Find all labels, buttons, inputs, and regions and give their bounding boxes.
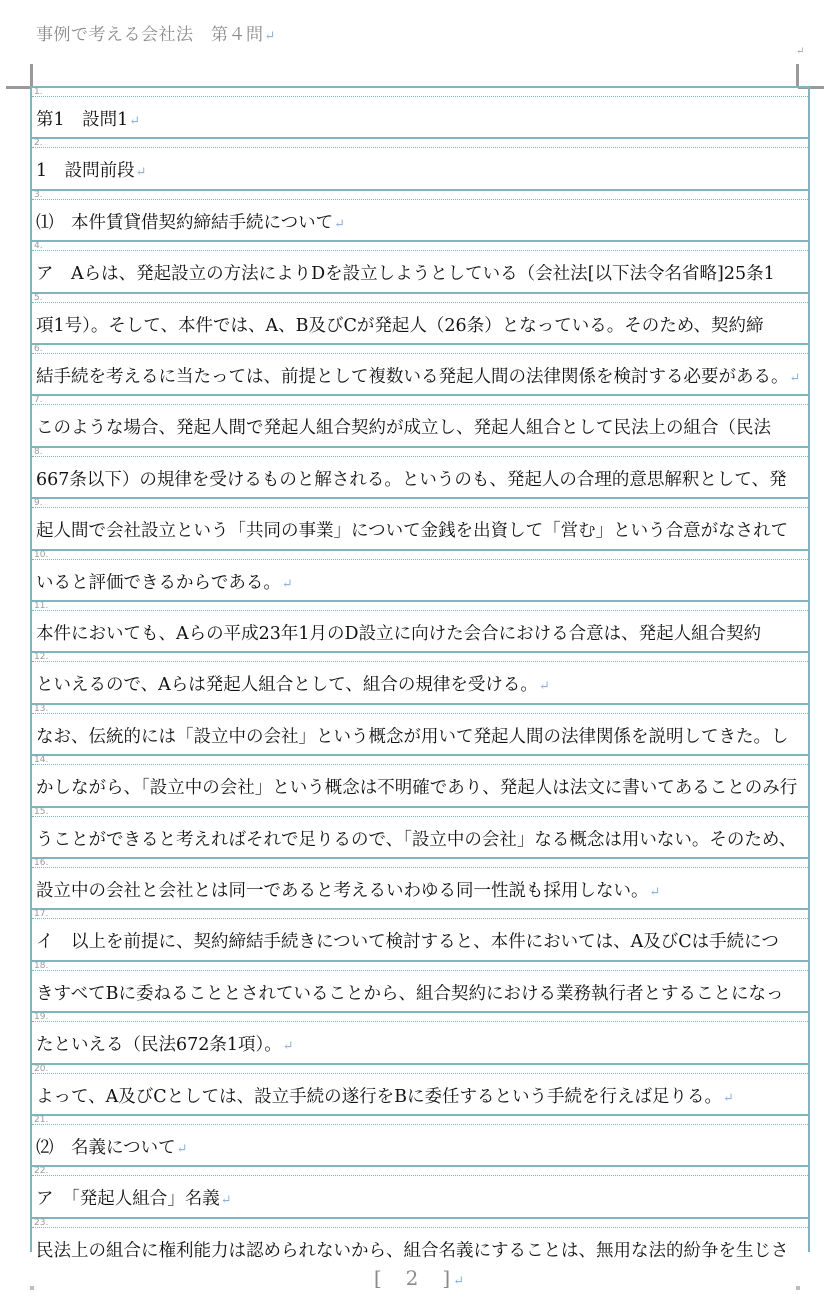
text-line (32, 651, 808, 702)
text-line (32, 1114, 808, 1165)
dotted-guide (32, 816, 808, 817)
dotted-guide (32, 559, 808, 560)
paragraph-mark-icon: ↵ (723, 1090, 734, 1106)
dotted-guide (32, 610, 808, 611)
text-line (32, 292, 808, 343)
line-content: ア 「発起人組合」名義 (36, 1189, 220, 1210)
dotted-guide (32, 1021, 808, 1022)
text-line (32, 1165, 808, 1216)
line-content: ア Aらは、発起設立の方法によりDを設立しようとしている（会社法[以下法令名省略]25条1 (36, 264, 775, 285)
dotted-guide (32, 302, 808, 303)
text-line (32, 189, 808, 240)
text-line (32, 446, 808, 497)
paragraph-mark-icon: ↵ (649, 885, 661, 900)
line-text (36, 929, 804, 955)
paragraph-mark-icon: ↵ (453, 1274, 467, 1289)
line-content: たといえる（民法672条1項）。 (36, 1035, 282, 1056)
dotted-guide (32, 353, 808, 354)
line-number: 3. (34, 189, 43, 200)
line-content: 起人間で会社設立という「共同の事業」について金銭を出資して「営む」という合意がなされて (36, 521, 789, 542)
line-text (36, 158, 804, 186)
dotted-guide (32, 250, 808, 251)
crop-mark-right-vertical (796, 64, 799, 88)
text-line (32, 1011, 808, 1062)
dotted-guide (32, 918, 808, 919)
line-content: このような場合、発起人間で発起人組合契約が成立し、発起人組合として民法上の組合（民法 (36, 418, 771, 439)
text-line (32, 806, 808, 857)
line-number: 6. (34, 344, 43, 354)
line-text (36, 570, 804, 598)
line-number: 19. (34, 1012, 49, 1023)
line-number: 18. (34, 960, 49, 971)
line-content: 設立中の会社と会社とは同一であると考えるいわゆる同一性説も採用しない。 (36, 881, 649, 901)
dotted-guide (32, 96, 808, 97)
line-content: うことができると考えればそれで足りるので、「設立中の会社」なる概念は用いない。そのため、 (36, 829, 797, 850)
text-line (32, 1217, 808, 1268)
text-line (32, 497, 808, 548)
paragraph-mark-icon: ↵ (789, 371, 801, 386)
line-number: 23. (34, 1217, 49, 1228)
line-number: 8. (34, 446, 43, 457)
text-line (32, 343, 808, 394)
paragraph-mark-icon: ↵ (176, 1142, 188, 1157)
corner-marker-bottom-left (30, 1286, 34, 1290)
text-line (32, 137, 808, 188)
manuscript-grid (30, 86, 810, 1261)
line-number: 15. (34, 806, 49, 817)
line-number: 4. (34, 241, 43, 252)
page-number (0, 1262, 840, 1291)
text-line (32, 857, 808, 908)
line-content: 項1号）。そして、本件では、A、B及びCが発起人（26条）となっている。そのため、契約締 (36, 315, 764, 336)
text-line (32, 703, 808, 754)
paragraph-mark-icon: ↵ (281, 576, 293, 592)
line-text (36, 621, 804, 647)
line-content: きすべてBに委ねることとされていることから、組合契約における業務執行者とすることになっ (36, 983, 784, 1004)
crop-mark-left-horizontal (6, 86, 32, 89)
line-number: 7. (34, 395, 43, 406)
line-content: ⑴ 本件賃貸借契約締結手続について (36, 212, 334, 233)
paragraph-mark-icon: ↵ (135, 165, 147, 181)
line-content: 本件においても、Aらの平成23年1月のD設立に向けた会合における合意は、発起人組合契約 (36, 624, 762, 644)
line-text (36, 467, 804, 493)
document-header (36, 20, 276, 45)
line-text (36, 1084, 804, 1112)
text-line (32, 908, 808, 959)
line-number: 21. (34, 1115, 49, 1125)
dotted-guide (32, 1227, 808, 1228)
dotted-guide (32, 713, 808, 714)
line-text (36, 724, 804, 750)
paragraph-mark-icon: ↵ (334, 216, 346, 232)
line-content: かしながら、「設立中の会社」という概念は不明確であり、発起人は法文に書いてあることのみ行 (36, 778, 798, 799)
line-content: 結手続を考えるに当たっては、前提として複数いる発起人間の法律関係を検討する必要がある。 (36, 367, 789, 387)
paragraph-mark-icon: ↵ (282, 1039, 294, 1055)
line-content: といえるので、Aらは発起人組合として、組合の規律を受ける。 (36, 675, 538, 696)
line-number: 20. (34, 1063, 49, 1074)
line-number: 2. (34, 138, 43, 149)
line-number: 17. (34, 909, 49, 920)
line-content: ⑵ 名義について (36, 1138, 176, 1158)
line-number: 9. (34, 498, 43, 509)
line-text (36, 981, 804, 1007)
line-text (36, 1032, 804, 1060)
line-text (36, 827, 804, 853)
dotted-guide (32, 867, 808, 868)
line-content: いると評価できるからである。 (36, 572, 281, 593)
return-mark-icon: ↵ (796, 46, 805, 57)
line-text (36, 775, 804, 801)
line-text (36, 364, 804, 392)
paragraph-mark-icon: ↵ (264, 29, 276, 44)
line-text (36, 672, 804, 700)
text-line (32, 1063, 808, 1114)
line-content: 667条以下）の規律を受けるものと解される。というのも、発起人の合理的意思解釈として、発 (36, 469, 787, 490)
line-number: 1. (34, 87, 43, 97)
dotted-guide (32, 1124, 808, 1125)
dotted-guide (32, 507, 808, 508)
line-text (36, 415, 804, 441)
line-text (36, 210, 804, 238)
page-number-text: [ 2 ] (373, 1266, 453, 1290)
line-content: 民法上の組合に権利能力は認められないから、組合名義にすることは、無用な法的紛争を生じさ (36, 1240, 789, 1261)
line-number: 14. (34, 755, 49, 766)
text-line (32, 960, 808, 1011)
line-text (36, 518, 804, 544)
line-content: よって、A及びCとしては、設立手続の遂行をBに委任するという手続を行えば足りる。 (36, 1086, 723, 1107)
line-content: 1 設問前段 (36, 161, 135, 182)
dotted-guide (32, 661, 808, 662)
dotted-guide (32, 970, 808, 971)
line-number: 5. (34, 292, 43, 303)
line-text (36, 1135, 804, 1163)
dotted-guide (32, 456, 808, 457)
line-number: 12. (34, 652, 49, 663)
header-title: 事例で考える会社法 第４問 (36, 25, 264, 45)
dotted-guide (32, 199, 808, 200)
paragraph-mark-icon: ↵ (538, 679, 550, 695)
line-content: なお、伝統的には「設立中の会社」という概念が用いて発起人間の法律関係を説明してきた。し (36, 726, 789, 747)
text-line (32, 86, 808, 137)
line-text (36, 261, 804, 287)
text-line (32, 754, 808, 805)
line-number: 10. (34, 549, 49, 560)
line-content: 第1 設問1 (36, 110, 129, 130)
text-line (32, 240, 808, 291)
dotted-guide (32, 764, 808, 765)
text-line (32, 394, 808, 445)
line-content: イ 以上を前提に、契約締結手続きについて検討すると、本件においては、A及びCは手続につ (36, 932, 779, 953)
dotted-guide (32, 147, 808, 148)
line-text (36, 313, 804, 339)
dotted-guide (32, 1073, 808, 1074)
text-line (32, 549, 808, 600)
line-number: 13. (34, 703, 49, 714)
line-text (36, 1238, 804, 1264)
corner-marker-bottom-right (796, 1286, 800, 1290)
line-text (36, 107, 804, 135)
line-text (36, 878, 804, 906)
line-number: 22. (34, 1166, 49, 1177)
dotted-guide (32, 1175, 808, 1176)
line-text (36, 1186, 804, 1214)
text-line (32, 600, 808, 651)
crop-mark-left-vertical (30, 64, 33, 88)
paragraph-mark-icon: ↵ (129, 114, 141, 129)
dotted-guide (32, 404, 808, 405)
paragraph-mark-icon: ↵ (220, 1193, 232, 1209)
line-number: 11. (34, 601, 49, 611)
line-number: 16. (34, 858, 49, 868)
